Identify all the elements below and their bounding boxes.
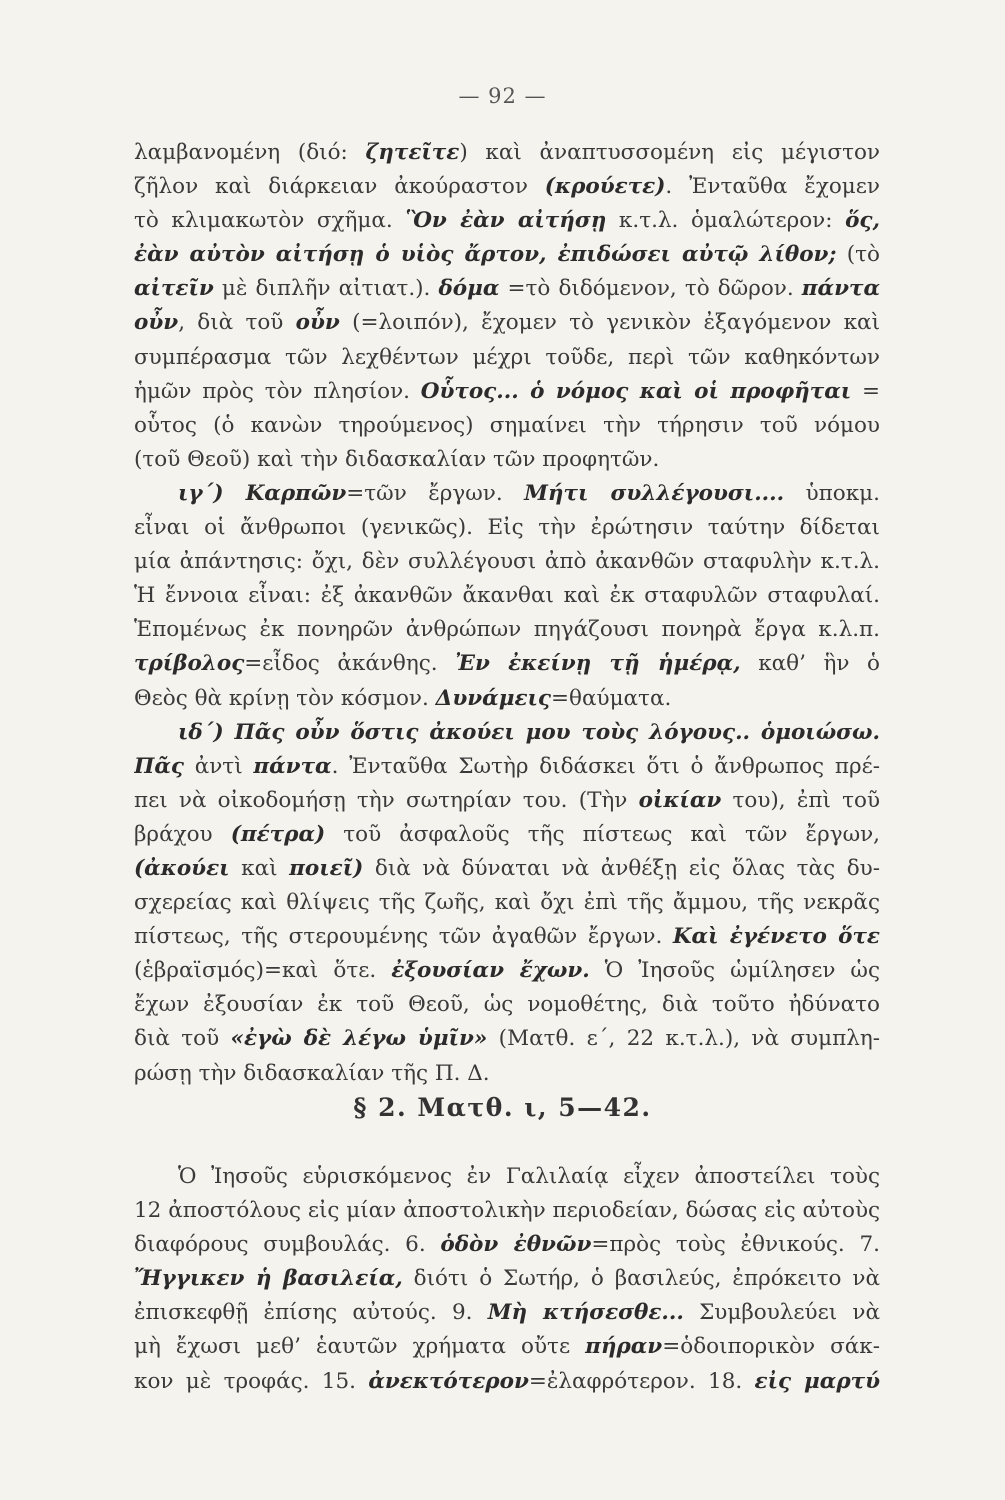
text-line: λαμβανομένη (διό: ζητεῖτε) καὶ ἀναπτυσσομένη εἰς μέγιστον: [134, 140, 880, 165]
text-line: Ἤγγικεν ἡ βασιλεία, διότι ὁ Σωτήρ, ὁ βασιλεύς, ἐπρόκειτο νὰ: [134, 1266, 880, 1292]
text-line: Ὁ Ἰησοῦς εὑρισκόμενος ἐν Γαλιλαίᾳ εἶχεν ἀποστείλει τοὺς: [178, 1164, 880, 1189]
text-line: ἐὰν αὐτὸν αἰτήσῃ ὁ υἱὸς ἄρτον, ἐπιδώσει αὐτῷ λίθον; (τὸ: [134, 242, 880, 268]
text-line: τὸ κλιμακωτὸν σχῆμα. Ὃν ἐὰν αἰτήσῃ κ.τ.λ. ὁμαλώτερον: ὅς,: [134, 208, 880, 234]
commentary-section-1: [134, 136, 880, 1091]
text-line: Θεὸς θὰ κρίνῃ τὸν κόσμον. Δυνάμεις=θαύματα.: [134, 685, 672, 711]
text-line: Ἡ ἔννοια εἶναι: ἐξ ἀκανθῶν ἄκανθαι καὶ ἐκ σταφυλῶν σταφυλαί.: [134, 583, 880, 609]
text-line: ἔχων ἐξουσίαν ἐκ τοῦ Θεοῦ, ὡς νομοθέτης, διὰ τοῦτο ἠδύνατο: [134, 992, 880, 1018]
text-line: Ἑπομένως ἐκ πονηρῶν ἀνθρώπων πηγάζουσι πονηρὰ ἔργα κ.λ.π.: [134, 617, 880, 643]
section-heading: § 2. Ματθ. ι, 5—42.: [353, 1093, 652, 1122]
text-line: βράχου (πέτρα) τοῦ ἀσφαλοῦς τῆς πίστεως καὶ τῶν ἔργων,: [134, 821, 880, 847]
text-line: ιγ΄) Καρπῶν=τῶν ἔργων. Μήτι συλλέγουσι.... ὑποκμ.: [178, 480, 880, 506]
text-line: ρώσῃ τὴν διδασκαλίαν τῆς Π. Δ.: [134, 1060, 490, 1086]
text-line: αἰτεῖν μὲ διπλῆν αἰτιατ.). δόμα =τὸ διδόμενον, τὸ δῶρον. πάντα: [134, 276, 880, 302]
text-line: μὴ ἔχωσι μεθ’ ἑαυτῶν χρήματα οὔτε πήραν=ὁδοιπορικὸν σάκ-: [134, 1334, 880, 1360]
text-line: (ἑβραϊσμός)=καὶ ὅτε. ἐξουσίαν ἔχων. Ὁ Ἰησοῦς ὡμίλησεν ὡς: [134, 958, 880, 984]
text-line: (ἀκούει καὶ ποιεῖ) διὰ νὰ δύναται νὰ ἀνθέξῃ εἰς ὅλας τὰς δυ-: [134, 855, 880, 881]
text-line: οὖν, διὰ τοῦ οὖν (=λοιπόν), ἔχομεν τὸ γενικὸν ἐξαγόμενον καὶ: [134, 310, 880, 336]
commentary-section-2: [134, 1160, 880, 1399]
text-line: κον μὲ τροφάς. 15. ἀνεκτότερον=ἐλαφρότερον. 18. εἰς μαρτύ: [134, 1368, 880, 1394]
text-line: συμπέρασμα τῶν λεχθέντων μέχρι τοῦδε, περὶ τῶν καθηκόντων: [134, 344, 880, 370]
text-line: ἐπισκεφθῇ ἐπίσης αὐτούς. 9. Μὴ κτήσεσθε... Συμβουλεύει νὰ: [134, 1300, 880, 1326]
text-line: ιδ΄) Πᾶς οὖν ὅστις ἀκούει μου τοὺς λόγους.. ὁμοιώσω.: [178, 719, 880, 745]
text-line: Πᾶς ἀντὶ πάντα. Ἐνταῦθα Σωτὴρ διδάσκει ὅτι ὁ ἄνθρωπος πρέ-: [134, 753, 880, 779]
text-line: ζῆλον καὶ διάρκειαν ἀκούραστον (κρούετε). Ἐνταῦθα ἔχομεν: [134, 174, 880, 200]
text-line: πει νὰ οἰκοδομήσῃ τὴν σωτηρίαν του. (Τὴν οἰκίαν του), ἐπὶ τοῦ: [134, 787, 880, 813]
text-line: εἶναι οἱ ἄνθρωποι (γενικῶς). Εἰς τὴν ἐρώτησιν ταύτην δίδεται: [134, 515, 880, 541]
text-line: οὗτος (ὁ κανὼν τηρούμενος) σημαίνει τὴν τήρησιν τοῦ νόμου: [134, 412, 880, 438]
text-line: διαφόρους συμβουλάς. 6. ὁδὸν ἐθνῶν=πρὸς τοὺς ἐθνικούς. 7.: [134, 1232, 880, 1258]
text-line: διὰ τοῦ «ἐγὼ δὲ λέγω ὑμῖν» (Ματθ. ε΄, 22 κ.τ.λ.), νὰ συμπλη-: [134, 1026, 880, 1052]
text-line: ἡμῶν πρὸς τὸν πλησίον. Οὗτος... ὁ νόμος καὶ οἱ προφῆται =: [134, 378, 880, 404]
page-number: — 92 —: [458, 84, 547, 108]
text-line: σχερείας καὶ θλίψεις τῆς ζωῆς, καὶ ὄχι ἐπὶ τῆς ἄμμου, τῆς νεκρᾶς: [134, 890, 880, 916]
text-line: μία ἀπάντησις: ὄχι, δὲν συλλέγουσι ἀπὸ ἀκανθῶν σταφυλὴν κ.τ.λ.: [134, 549, 880, 575]
text-line: τρίβολος=εἶδος ἀκάνθης. Ἐν ἐκείνῃ τῇ ἡμέρᾳ, καθ’ ἣν ὁ: [134, 651, 880, 677]
text-line: 12 ἀποστόλους εἰς μίαν ἀποστολικὴν περιοδείαν, δώσας εἰς αὐτοὺς: [134, 1198, 880, 1224]
text-line: (τοῦ Θεοῦ) καὶ τὴν διδασκαλίαν τῶν προφητῶν.: [134, 446, 660, 472]
text-line: πίστεως, τῆς στερουμένης τῶν ἀγαθῶν ἔργων. Καὶ ἐγένετο ὅτε: [134, 924, 880, 950]
